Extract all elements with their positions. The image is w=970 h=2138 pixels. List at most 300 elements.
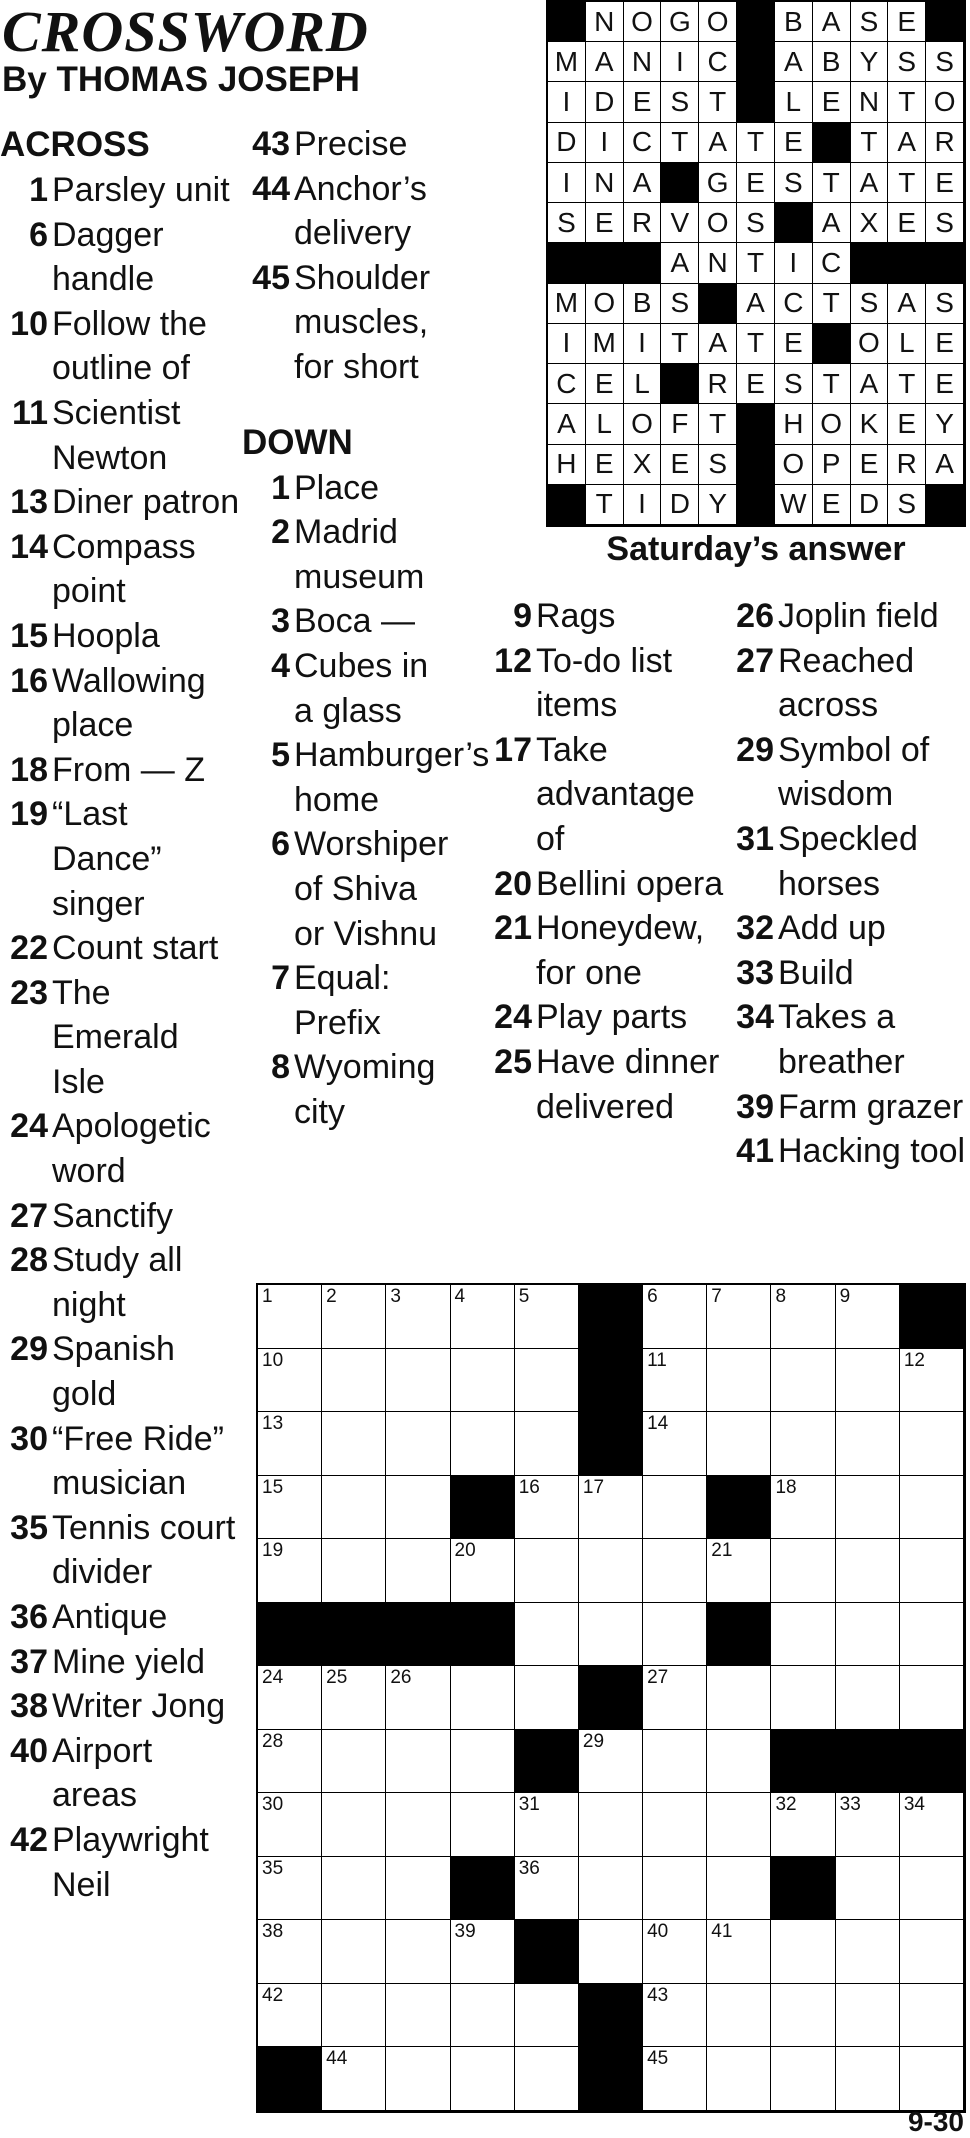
grid-cell[interactable] bbox=[515, 1349, 579, 1413]
grid-cell[interactable] bbox=[258, 1857, 322, 1921]
cell-number: 5 bbox=[518, 1286, 530, 1307]
grid-cell[interactable] bbox=[771, 1412, 835, 1476]
grid-cell[interactable] bbox=[451, 1349, 515, 1413]
cell-number: 29 bbox=[582, 1730, 605, 1752]
answer-letter-cell: R bbox=[624, 203, 662, 243]
clue-number: 38 bbox=[10, 1687, 48, 1726]
clue-number: 12 bbox=[494, 641, 532, 680]
answer-letter-cell: S bbox=[926, 203, 964, 243]
answer-letter-cell: T bbox=[813, 284, 851, 324]
answer-letter-cell: E bbox=[737, 163, 775, 203]
clue-text: Compass point bbox=[52, 527, 196, 611]
black-square bbox=[322, 1603, 386, 1667]
grid-cell[interactable] bbox=[515, 1666, 579, 1730]
grid-cell[interactable] bbox=[322, 1666, 386, 1730]
clue-number: 1 bbox=[271, 468, 290, 507]
grid-cell[interactable] bbox=[258, 1730, 322, 1794]
answer-letter-cell: E bbox=[624, 82, 662, 122]
answer-letter-cell: E bbox=[926, 324, 964, 364]
grid-cell[interactable] bbox=[643, 1603, 707, 1667]
grid-cell[interactable] bbox=[707, 1857, 771, 1921]
clue-number: 25 bbox=[494, 1042, 532, 1081]
grid-cell[interactable] bbox=[451, 1793, 515, 1857]
answer-letter-cell: T bbox=[737, 324, 775, 364]
clue-number: 35 bbox=[10, 1508, 48, 1547]
grid-cell[interactable] bbox=[707, 2047, 771, 2111]
answer-letter-cell: P bbox=[813, 445, 851, 485]
grid-cell[interactable] bbox=[900, 1920, 964, 1984]
grid-cell[interactable] bbox=[579, 1539, 643, 1603]
answer-letter-cell: A bbox=[888, 284, 926, 324]
grid-cell[interactable] bbox=[900, 2047, 964, 2111]
answer-letter-cell: E bbox=[851, 445, 889, 485]
clue-number: 40 bbox=[10, 1731, 48, 1770]
grid-cell[interactable] bbox=[386, 1539, 450, 1603]
grid-cell[interactable] bbox=[900, 1793, 964, 1857]
grid-cell[interactable] bbox=[515, 1857, 579, 1921]
grid-cell[interactable] bbox=[322, 2047, 386, 2111]
grid-cell[interactable] bbox=[771, 1349, 835, 1413]
grid-cell[interactable] bbox=[386, 1730, 450, 1794]
grid-cell[interactable] bbox=[258, 1984, 322, 2048]
cell-number: 20 bbox=[454, 1540, 476, 1562]
answer-letter-cell: I bbox=[624, 324, 662, 364]
across-clue-13 bbox=[0, 480, 240, 525]
answer-letter-cell: A bbox=[888, 123, 926, 163]
grid-cell[interactable] bbox=[322, 1285, 386, 1349]
across-clue-16 bbox=[0, 659, 240, 748]
cell-number: 30 bbox=[262, 1794, 284, 1816]
black-square bbox=[900, 1285, 964, 1349]
grid-cell[interactable] bbox=[322, 1349, 386, 1413]
clue-text: Hamburger’s home bbox=[294, 736, 490, 819]
grid-cell[interactable] bbox=[643, 1984, 707, 2048]
grid-cell[interactable] bbox=[386, 2047, 450, 2111]
crossword-grid bbox=[256, 1283, 966, 2113]
grid-cell[interactable] bbox=[322, 1412, 386, 1476]
clue-number: 30 bbox=[10, 1419, 48, 1458]
across-clue-40 bbox=[0, 1729, 240, 1818]
clue-text: Airport areas bbox=[52, 1731, 153, 1815]
black-square bbox=[771, 1857, 835, 1921]
across-clue-18 bbox=[0, 748, 240, 793]
answer-letter-cell: T bbox=[888, 163, 926, 203]
black-square bbox=[451, 1476, 515, 1540]
answer-letter-cell: A bbox=[926, 445, 964, 485]
cell-number: 9 bbox=[839, 1286, 851, 1307]
grid-cell[interactable] bbox=[707, 1793, 771, 1857]
clue-text: Boca — bbox=[294, 602, 415, 641]
answer-black-square bbox=[737, 404, 775, 444]
grid-cell[interactable] bbox=[322, 1476, 386, 1540]
across-heading: ACROSS bbox=[0, 125, 150, 164]
clue-number: 9 bbox=[513, 597, 532, 635]
answer-letter-cell: T bbox=[888, 364, 926, 404]
answer-letter-cell: E bbox=[775, 324, 813, 364]
grid-cell[interactable] bbox=[322, 1539, 386, 1603]
grid-cell[interactable] bbox=[258, 1476, 322, 1540]
grid-cell[interactable] bbox=[515, 1285, 579, 1349]
across-clue-45 bbox=[242, 256, 452, 390]
down-clue-6 bbox=[242, 822, 452, 956]
grid-cell[interactable] bbox=[771, 1603, 835, 1667]
grid-cell[interactable] bbox=[771, 1476, 835, 1540]
grid-cell[interactable] bbox=[836, 1285, 900, 1349]
answer-black-square bbox=[737, 2, 775, 42]
answer-letter-cell: D bbox=[586, 82, 624, 122]
cell-number: 40 bbox=[647, 1921, 669, 1943]
cell-number: 4 bbox=[454, 1286, 466, 1307]
grid-cell[interactable] bbox=[322, 1857, 386, 1921]
grid-cell[interactable] bbox=[386, 1476, 450, 1540]
cell-number: 14 bbox=[647, 1413, 669, 1435]
answer-black-square bbox=[737, 485, 775, 525]
grid-cell[interactable] bbox=[386, 1857, 450, 1921]
answer-letter-cell: Y bbox=[926, 404, 964, 444]
clue-number: 20 bbox=[494, 864, 532, 903]
clue-number: 4 bbox=[271, 646, 290, 685]
grid-cell[interactable] bbox=[258, 1793, 322, 1857]
clue-text: Wallowing place bbox=[52, 661, 206, 745]
answer-letter-cell: O bbox=[851, 324, 889, 364]
cell-number: 3 bbox=[390, 1286, 401, 1307]
grid-cell[interactable] bbox=[771, 1666, 835, 1730]
grid-cell[interactable] bbox=[836, 1984, 900, 2048]
cell-number: 12 bbox=[903, 1349, 925, 1371]
grid-cell[interactable] bbox=[643, 1857, 707, 1921]
grid-cell[interactable] bbox=[643, 1349, 707, 1413]
cell-number: 33 bbox=[839, 1794, 861, 1816]
answer-letter-cell: C bbox=[548, 364, 586, 404]
answer-letter-cell: Y bbox=[699, 485, 737, 525]
across-clue-28 bbox=[0, 1238, 240, 1327]
grid-cell[interactable] bbox=[836, 1349, 900, 1413]
grid-cell[interactable] bbox=[386, 1285, 450, 1349]
across-clue-10 bbox=[0, 302, 240, 391]
answer-black-square bbox=[926, 243, 964, 283]
answer-letter-cell: N bbox=[699, 243, 737, 283]
answer-black-square bbox=[737, 82, 775, 122]
grid-cell[interactable] bbox=[707, 1984, 771, 2048]
cell-number: 28 bbox=[262, 1730, 284, 1752]
clue-text: Add up bbox=[778, 909, 886, 948]
clue-text: Anchor’s delivery bbox=[294, 169, 427, 253]
answer-letter-cell: R bbox=[699, 364, 737, 404]
clue-number: 22 bbox=[10, 929, 48, 968]
answer-black-square bbox=[548, 485, 586, 525]
cell-number: 6 bbox=[647, 1286, 658, 1307]
clue-text: Shoulder muscles, for short bbox=[294, 258, 431, 386]
clue-text: Symbol of wisdom bbox=[778, 730, 930, 814]
answer-black-square bbox=[813, 324, 851, 364]
grid-cell[interactable] bbox=[386, 1349, 450, 1413]
grid-cell[interactable] bbox=[643, 1285, 707, 1349]
grid-cell[interactable] bbox=[643, 1920, 707, 1984]
answer-letter-cell: K bbox=[851, 404, 889, 444]
answer-letter-cell: M bbox=[548, 284, 586, 324]
grid-cell[interactable] bbox=[451, 2047, 515, 2111]
down-clue-34 bbox=[726, 995, 970, 1084]
grid-cell[interactable] bbox=[900, 1603, 964, 1667]
grid-cell[interactable] bbox=[579, 1603, 643, 1667]
answer-letter-cell: I bbox=[548, 163, 586, 203]
grid-cell[interactable] bbox=[258, 1349, 322, 1413]
grid-cell[interactable] bbox=[707, 1412, 771, 1476]
answer-letter-cell: A bbox=[586, 42, 624, 82]
grid-cell[interactable] bbox=[451, 1920, 515, 1984]
grid-cell[interactable] bbox=[451, 1285, 515, 1349]
grid-cell[interactable] bbox=[322, 1730, 386, 1794]
grid-cell[interactable] bbox=[451, 1666, 515, 1730]
cell-number: 19 bbox=[262, 1540, 284, 1562]
answer-letter-cell: T bbox=[586, 485, 624, 525]
answer-letter-cell: T bbox=[699, 82, 737, 122]
clue-text: “Free Ride” musician bbox=[52, 1419, 224, 1503]
answer-letter-cell: E bbox=[737, 364, 775, 404]
down-clue-3 bbox=[242, 599, 452, 644]
answer-letter-cell: O bbox=[624, 2, 662, 42]
answer-black-square bbox=[926, 485, 964, 525]
answer-letter-cell: B bbox=[775, 2, 813, 42]
grid-cell[interactable] bbox=[643, 1793, 707, 1857]
grid-cell[interactable] bbox=[836, 1857, 900, 1921]
across-clue-6 bbox=[0, 213, 240, 302]
grid-cell[interactable] bbox=[451, 1730, 515, 1794]
grid-cell[interactable] bbox=[900, 1412, 964, 1476]
grid-cell[interactable] bbox=[386, 1793, 450, 1857]
grid-cell[interactable] bbox=[771, 1539, 835, 1603]
answer-letter-cell: G bbox=[699, 163, 737, 203]
grid-cell[interactable] bbox=[258, 1412, 322, 1476]
cell-number: 39 bbox=[454, 1921, 476, 1943]
grid-cell[interactable] bbox=[258, 1666, 322, 1730]
black-square bbox=[579, 1285, 643, 1349]
answer-letter-cell: D bbox=[851, 485, 889, 525]
grid-cell[interactable] bbox=[707, 1539, 771, 1603]
grid-cell[interactable] bbox=[707, 1285, 771, 1349]
grid-cell[interactable] bbox=[707, 1666, 771, 1730]
grid-cell[interactable] bbox=[515, 1603, 579, 1667]
grid-cell[interactable] bbox=[771, 1285, 835, 1349]
grid-cell[interactable] bbox=[579, 1920, 643, 1984]
answer-letter-cell: A bbox=[624, 163, 662, 203]
black-square bbox=[579, 1666, 643, 1730]
grid-cell[interactable] bbox=[836, 1666, 900, 1730]
grid-cell[interactable] bbox=[643, 1666, 707, 1730]
grid-cell[interactable] bbox=[386, 1920, 450, 1984]
answer-letter-cell: A bbox=[813, 2, 851, 42]
black-square bbox=[900, 1730, 964, 1794]
grid-cell[interactable] bbox=[579, 1476, 643, 1540]
answer-letter-cell: S bbox=[775, 364, 813, 404]
answer-letter-cell: S bbox=[926, 284, 964, 324]
answer-letter-cell: N bbox=[586, 163, 624, 203]
down-clue-21 bbox=[484, 906, 724, 995]
clue-text: The Emerald Isle bbox=[52, 973, 179, 1101]
answer-letter-cell: S bbox=[699, 445, 737, 485]
clue-text: Takes a breather bbox=[778, 998, 905, 1081]
clue-number: 33 bbox=[736, 953, 774, 992]
clue-number: 17 bbox=[494, 730, 532, 769]
clue-number: 32 bbox=[736, 909, 774, 948]
clue-number: 27 bbox=[736, 641, 774, 680]
clue-text: From — Z bbox=[52, 750, 205, 789]
answer-letter-cell: E bbox=[926, 364, 964, 404]
grid-cell[interactable] bbox=[515, 1476, 579, 1540]
answer-letter-cell: B bbox=[624, 284, 662, 324]
grid-cell[interactable] bbox=[451, 1984, 515, 2048]
clue-text: Scientist Newton bbox=[52, 393, 181, 477]
across-clue-42 bbox=[0, 1818, 240, 1907]
clue-number: 1 bbox=[29, 171, 48, 209]
puzzle-byline: By THOMAS JOSEPH bbox=[2, 60, 360, 99]
grid-cell[interactable] bbox=[258, 1539, 322, 1603]
grid-cell[interactable] bbox=[707, 1920, 771, 1984]
grid-cell[interactable] bbox=[322, 1984, 386, 2048]
grid-cell[interactable] bbox=[386, 1412, 450, 1476]
black-square bbox=[515, 1920, 579, 1984]
answer-letter-cell: Y bbox=[851, 42, 889, 82]
down-clue-31 bbox=[726, 817, 970, 906]
grid-cell[interactable] bbox=[836, 1603, 900, 1667]
clue-text: Apologetic word bbox=[52, 1107, 211, 1191]
across-clue-30 bbox=[0, 1417, 240, 1506]
clue-number: 14 bbox=[10, 527, 48, 566]
clue-number: 6 bbox=[29, 215, 48, 254]
grid-cell[interactable] bbox=[515, 1984, 579, 2048]
grid-cell[interactable] bbox=[900, 1349, 964, 1413]
cell-number: 35 bbox=[262, 1857, 284, 1879]
black-square bbox=[451, 1603, 515, 1667]
answer-letter-cell: A bbox=[699, 324, 737, 364]
answer-letter-cell: T bbox=[737, 243, 775, 283]
answer-black-square bbox=[661, 163, 699, 203]
grid-cell[interactable] bbox=[771, 1984, 835, 2048]
grid-cell[interactable] bbox=[643, 1412, 707, 1476]
grid-cell[interactable] bbox=[515, 2047, 579, 2111]
answer-letter-cell: O bbox=[813, 404, 851, 444]
answer-black-square bbox=[775, 203, 813, 243]
clue-number: 8 bbox=[271, 1048, 290, 1087]
grid-cell[interactable] bbox=[900, 1857, 964, 1921]
grid-cell[interactable] bbox=[771, 2047, 835, 2111]
clue-number: 13 bbox=[10, 483, 48, 522]
grid-cell[interactable] bbox=[451, 1539, 515, 1603]
grid-cell[interactable] bbox=[643, 1476, 707, 1540]
grid-cell[interactable] bbox=[836, 1539, 900, 1603]
answer-letter-cell: O bbox=[775, 445, 813, 485]
clue-number: 18 bbox=[10, 750, 48, 789]
clue-number: 5 bbox=[271, 736, 290, 775]
answer-letter-cell: S bbox=[851, 2, 889, 42]
grid-cell[interactable] bbox=[579, 1730, 643, 1794]
grid-cell[interactable] bbox=[322, 1793, 386, 1857]
grid-cell[interactable] bbox=[515, 1412, 579, 1476]
cell-number: 25 bbox=[326, 1667, 348, 1689]
clue-number: 10 bbox=[10, 304, 48, 343]
answer-letter-cell: S bbox=[851, 284, 889, 324]
grid-cell[interactable] bbox=[515, 1793, 579, 1857]
answer-letter-cell: T bbox=[699, 404, 737, 444]
grid-cell[interactable] bbox=[386, 1984, 450, 2048]
grid-cell[interactable] bbox=[836, 1476, 900, 1540]
answer-letter-cell: A bbox=[737, 284, 775, 324]
grid-cell[interactable] bbox=[258, 1920, 322, 1984]
clue-number: 3 bbox=[271, 602, 290, 641]
answer-letter-cell: G bbox=[661, 2, 699, 42]
clue-number: 24 bbox=[494, 998, 532, 1037]
clue-text: Speckled horses bbox=[778, 819, 918, 903]
grid-cell[interactable] bbox=[643, 1730, 707, 1794]
down-clue-25 bbox=[484, 1040, 724, 1129]
answer-letter-cell: T bbox=[813, 364, 851, 404]
down-clue-17 bbox=[484, 728, 724, 862]
across-clue-38 bbox=[0, 1684, 240, 1729]
answer-letter-cell: I bbox=[624, 485, 662, 525]
answer-letter-cell: R bbox=[926, 123, 964, 163]
grid-cell[interactable] bbox=[900, 1984, 964, 2048]
down-heading: DOWN bbox=[242, 422, 353, 462]
answer-letter-cell: S bbox=[775, 163, 813, 203]
clue-text: Antique bbox=[52, 1598, 168, 1636]
grid-cell[interactable] bbox=[771, 1793, 835, 1857]
answer-letter-cell: L bbox=[624, 364, 662, 404]
grid-cell[interactable] bbox=[707, 1730, 771, 1794]
grid-cell[interactable] bbox=[900, 1476, 964, 1540]
answer-letter-cell: R bbox=[888, 445, 926, 485]
grid-cell[interactable] bbox=[643, 1539, 707, 1603]
down-clue-7 bbox=[242, 956, 452, 1045]
cell-number: 27 bbox=[647, 1667, 669, 1689]
answer-black-square bbox=[813, 123, 851, 163]
grid-cell[interactable] bbox=[643, 2047, 707, 2111]
grid-cell[interactable] bbox=[386, 1666, 450, 1730]
grid-cell[interactable] bbox=[707, 1349, 771, 1413]
grid-cell[interactable] bbox=[836, 1920, 900, 1984]
down-clue-8 bbox=[242, 1045, 452, 1134]
cell-number: 2 bbox=[326, 1286, 337, 1307]
black-square bbox=[258, 2047, 322, 2111]
cell-number: 24 bbox=[262, 1667, 284, 1689]
cell-number: 36 bbox=[518, 1857, 540, 1879]
grid-cell[interactable] bbox=[579, 1857, 643, 1921]
grid-cell[interactable] bbox=[322, 1920, 386, 1984]
answer-letter-cell: A bbox=[775, 42, 813, 82]
grid-cell[interactable] bbox=[258, 1285, 322, 1349]
grid-cell[interactable] bbox=[515, 1539, 579, 1603]
grid-cell[interactable] bbox=[836, 1793, 900, 1857]
cell-number: 26 bbox=[390, 1667, 412, 1689]
answer-black-square bbox=[624, 243, 662, 283]
across-clue-37 bbox=[0, 1640, 240, 1685]
black-square bbox=[707, 1476, 771, 1540]
black-square bbox=[579, 1349, 643, 1413]
grid-cell[interactable] bbox=[900, 1666, 964, 1730]
answer-black-square bbox=[586, 243, 624, 283]
clue-number: 21 bbox=[494, 909, 532, 948]
clues-column-2 bbox=[242, 122, 490, 1134]
grid-cell[interactable] bbox=[451, 1412, 515, 1476]
grid-cell[interactable] bbox=[579, 1793, 643, 1857]
grid-cell[interactable] bbox=[836, 1412, 900, 1476]
grid-cell[interactable] bbox=[836, 2047, 900, 2111]
grid-cell[interactable] bbox=[900, 1539, 964, 1603]
cell-number: 43 bbox=[647, 1984, 669, 2006]
across-clue-43 bbox=[242, 122, 452, 167]
answer-letter-cell: L bbox=[586, 404, 624, 444]
across-clue-35 bbox=[0, 1506, 240, 1595]
grid-cell[interactable] bbox=[771, 1920, 835, 1984]
